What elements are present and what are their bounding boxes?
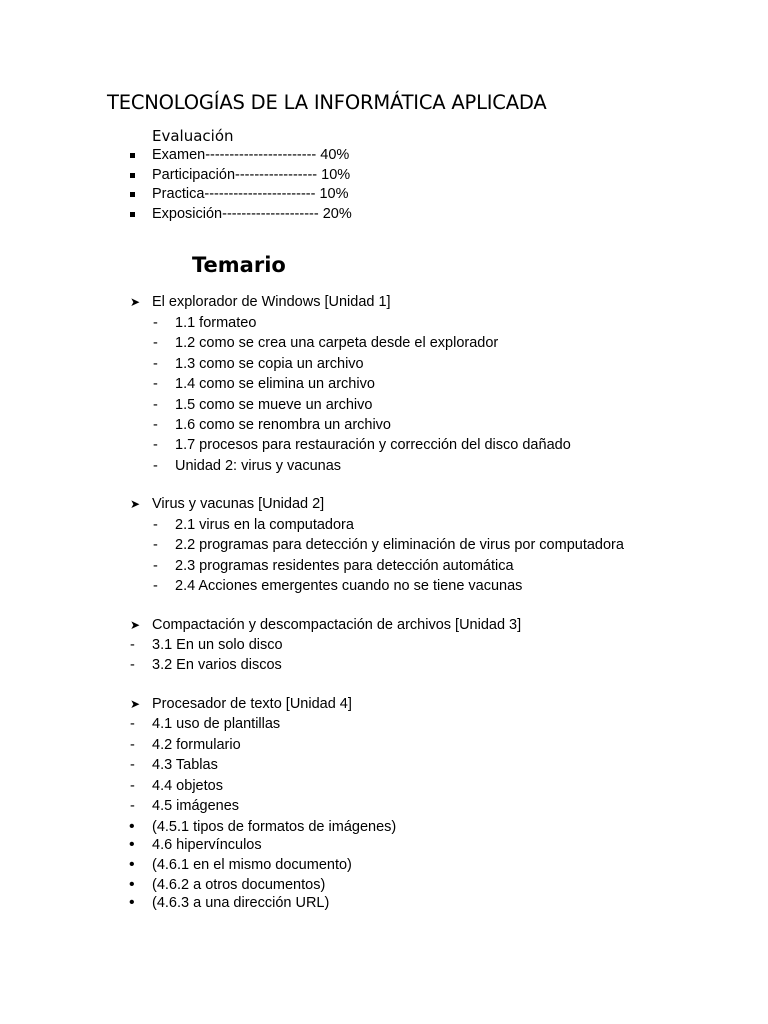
arrow-bullet-icon: ➤: [130, 696, 141, 711]
square-bullet-icon: [130, 212, 135, 217]
list-item: - 2.4 Acciones emergentes cuando no se tiene vacunas: [153, 578, 523, 594]
dash-bullet-icon: -: [153, 396, 158, 413]
evaluation-item: Practica----------------------- 10%: [0, 185, 768, 205]
list-item: - 4.5 imágenes: [130, 797, 240, 814]
list-item: - 4.2 formulario: [130, 736, 241, 753]
list-item: - 3.2 En varios discos: [130, 657, 282, 673]
temario-heading: Temario: [192, 253, 286, 277]
evaluation-item: Examen----------------------- 40%: [0, 146, 768, 166]
dash-bullet-icon: -: [130, 657, 135, 673]
list-item: • (4.6.3 a una dirección URL): [129, 894, 330, 911]
dash-bullet-icon: -: [153, 457, 158, 474]
dot-bullet-icon: •: [129, 817, 135, 835]
list-item: • (4.5.1 tipos de formatos de imágenes): [129, 817, 397, 835]
dash-bullet-icon: -: [153, 557, 158, 574]
evaluation-heading: Evaluación: [152, 127, 234, 145]
dash-bullet-icon: -: [130, 736, 135, 753]
document-title: TECNOLOGÍAS DE LA INFORMÁTICA APLICADA: [107, 91, 547, 114]
list-item: • (4.6.1 en el mismo documento): [129, 855, 352, 873]
dash-bullet-icon: -: [153, 437, 158, 453]
dash-bullet-icon: -: [153, 516, 158, 533]
list-item: - 1.5 como se mueve un archivo: [153, 396, 373, 413]
dot-bullet-icon: •: [129, 836, 135, 853]
list-item: - 4.1 uso de plantillas: [130, 716, 281, 732]
dash-bullet-icon: -: [153, 314, 158, 331]
unit-title: ➤ Compactación y descompactación de archivos [Unidad 3]: [130, 616, 522, 633]
arrow-bullet-icon: ➤: [130, 497, 141, 511]
list-item: - 1.1 formateo: [153, 314, 257, 331]
dash-bullet-icon: -: [153, 537, 158, 553]
dash-bullet-icon: -: [130, 637, 135, 653]
list-item: - 3.1 En un solo disco: [130, 637, 283, 653]
dash-bullet-icon: -: [153, 578, 158, 594]
list-item: • 4.6 hipervínculos: [129, 836, 262, 853]
list-item: - 4.3 Tablas: [130, 757, 218, 773]
unit-title: ➤ Procesador de texto [Unidad 4]: [130, 695, 352, 712]
dash-bullet-icon: -: [130, 716, 135, 732]
arrow-bullet-icon: ➤: [130, 295, 141, 309]
evaluation-list: [0, 146, 768, 224]
list-item: - 2.3 programas residentes para detección automática: [153, 557, 514, 574]
list-item: - 1.2 como se crea una carpeta desde el explorador: [153, 335, 499, 351]
list-item: - 1.6 como se renombra un archivo: [153, 417, 391, 433]
dash-bullet-icon: -: [130, 777, 135, 794]
dash-bullet-icon: -: [153, 355, 158, 372]
unit-title: ➤ Virus y vacunas [Unidad 2]: [130, 496, 325, 512]
dot-bullet-icon: •: [129, 894, 135, 911]
list-item: - 1.4 como se elimina un archivo: [153, 376, 375, 392]
list-item: - 4.4 objetos: [130, 777, 223, 794]
list-item: - 2.2 programas para detección y eliminación de virus por computadora: [153, 537, 624, 553]
dash-bullet-icon: -: [153, 335, 158, 351]
list-item: - Unidad 2: virus y vacunas: [153, 457, 342, 474]
arrow-bullet-icon: ➤: [130, 617, 141, 632]
evaluation-item: Exposición-------------------- 20%: [0, 205, 768, 225]
square-bullet-icon: [130, 173, 135, 178]
dash-bullet-icon: -: [130, 797, 135, 814]
unit-title: ➤ El explorador de Windows [Unidad 1]: [130, 294, 391, 310]
list-item: - 1.3 como se copia un archivo: [153, 355, 364, 372]
dash-bullet-icon: -: [153, 376, 158, 392]
list-item: • (4.6.2 a otros documentos): [129, 875, 326, 893]
list-item: - 2.1 virus en la computadora: [153, 516, 354, 533]
list-item: - 1.7 procesos para restauración y corrección del disco dañado: [153, 437, 571, 453]
dot-bullet-icon: •: [129, 855, 135, 873]
square-bullet-icon: [130, 192, 135, 197]
dash-bullet-icon: -: [153, 417, 158, 433]
square-bullet-icon: [130, 153, 135, 158]
evaluation-item: Participación----------------- 10%: [0, 166, 768, 186]
dash-bullet-icon: -: [130, 757, 135, 773]
dot-bullet-icon: •: [129, 875, 135, 893]
